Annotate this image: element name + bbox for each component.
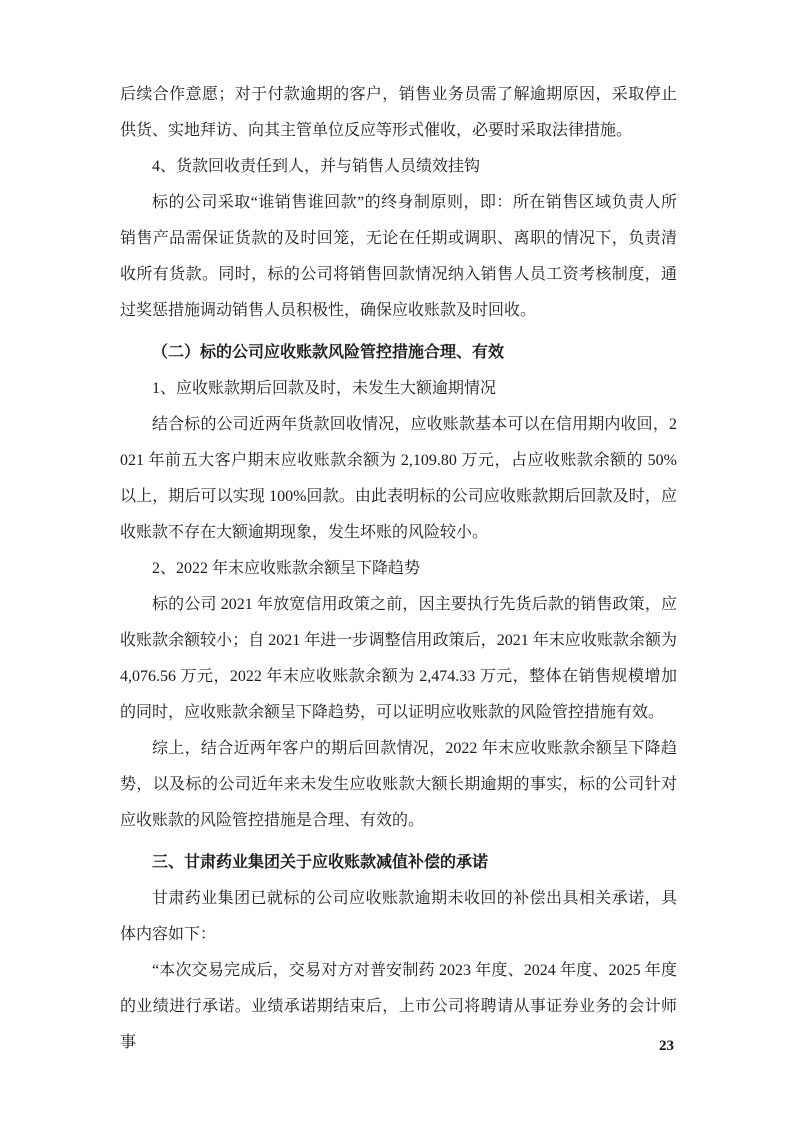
page-number: 23 <box>659 1038 674 1054</box>
paragraph: 标的公司 2021 年放宽信用政策之前，因主要执行先货后款的销售政策，应收账款余额较小；自 2021 年进一步调整信用政策后，2021 年末应收账款余额为 4,076.56 万元，2022 年末应收账款余额为 2,474.33 万元，整体在销售规模增加的同时，应收账款余额呈下降趋势，可以证明应收账款的风险管控措施有效。 <box>120 596 677 721</box>
paragraph: 标的公司采取“谁销售谁回款”的终身制原则，即：所在销售区域负责人所销售产品需保证货款的及时回笼，无论在任期或调职、离职的情况下，负责清收所有货款。同时，标的公司将销售回款情况纳入销售人员工资考核制度，通过奖惩措施调动销售人员积极性，确保应收账款及时回收。 <box>120 194 677 319</box>
paragraph: 结合标的公司近两年货款回收情况，应收账款基本可以在信用期内收回，2021 年前五大客户期末应收账款余额为 2,109.80 万元，占应收账款余额的 50%以上，期后可以实现 100%回款。由此表明标的公司应收账款期后回款及时，应收账款不存在大额逾期现象，发生坏账的风险较小。 <box>120 416 677 541</box>
paragraph: “本次交易完成后，交易对方对普安制药 2023 年度、2024 年度、2025 年度的业绩进行承诺。业绩承诺期结束后，上市公司将聘请从事证券业务的会计师事 <box>120 962 677 1051</box>
list-item-paragraph: 1、应收账款期后回款及时，未发生大额逾期情况 <box>152 380 497 397</box>
paragraph: 综上，结合近两年客户的期后回款情况，2022 年末应收账款余额呈下降趋势，以及标的公司近年来未发生应收账款大额长期逾期的事实，标的公司针对应收账款的风险管控措施是合理、有效的。 <box>120 740 677 829</box>
paragraph: 甘肃药业集团已就标的公司应收账款逾期未收回的补偿出具相关承诺，具体内容如下： <box>120 890 677 943</box>
section-heading: （二）标的公司应收账款风险管控措施合理、有效 <box>152 344 505 361</box>
section-heading: 三、甘肃药业集团关于应收账款减值补偿的承诺 <box>152 854 489 871</box>
document-content <box>120 77 677 1061</box>
paragraph: 后续合作意愿；对于付款逾期的客户，销售业务员需了解逾期原因，采取停止供货、实地拜访、向其主管单位反应等形式催收，必要时采取法律措施。 <box>120 86 677 139</box>
list-item-paragraph: 4、货款回收责任到人，并与销售人员绩效挂钩 <box>152 158 481 175</box>
list-item-paragraph: 2、2022 年末应收账款余额呈下降趋势 <box>152 560 421 577</box>
